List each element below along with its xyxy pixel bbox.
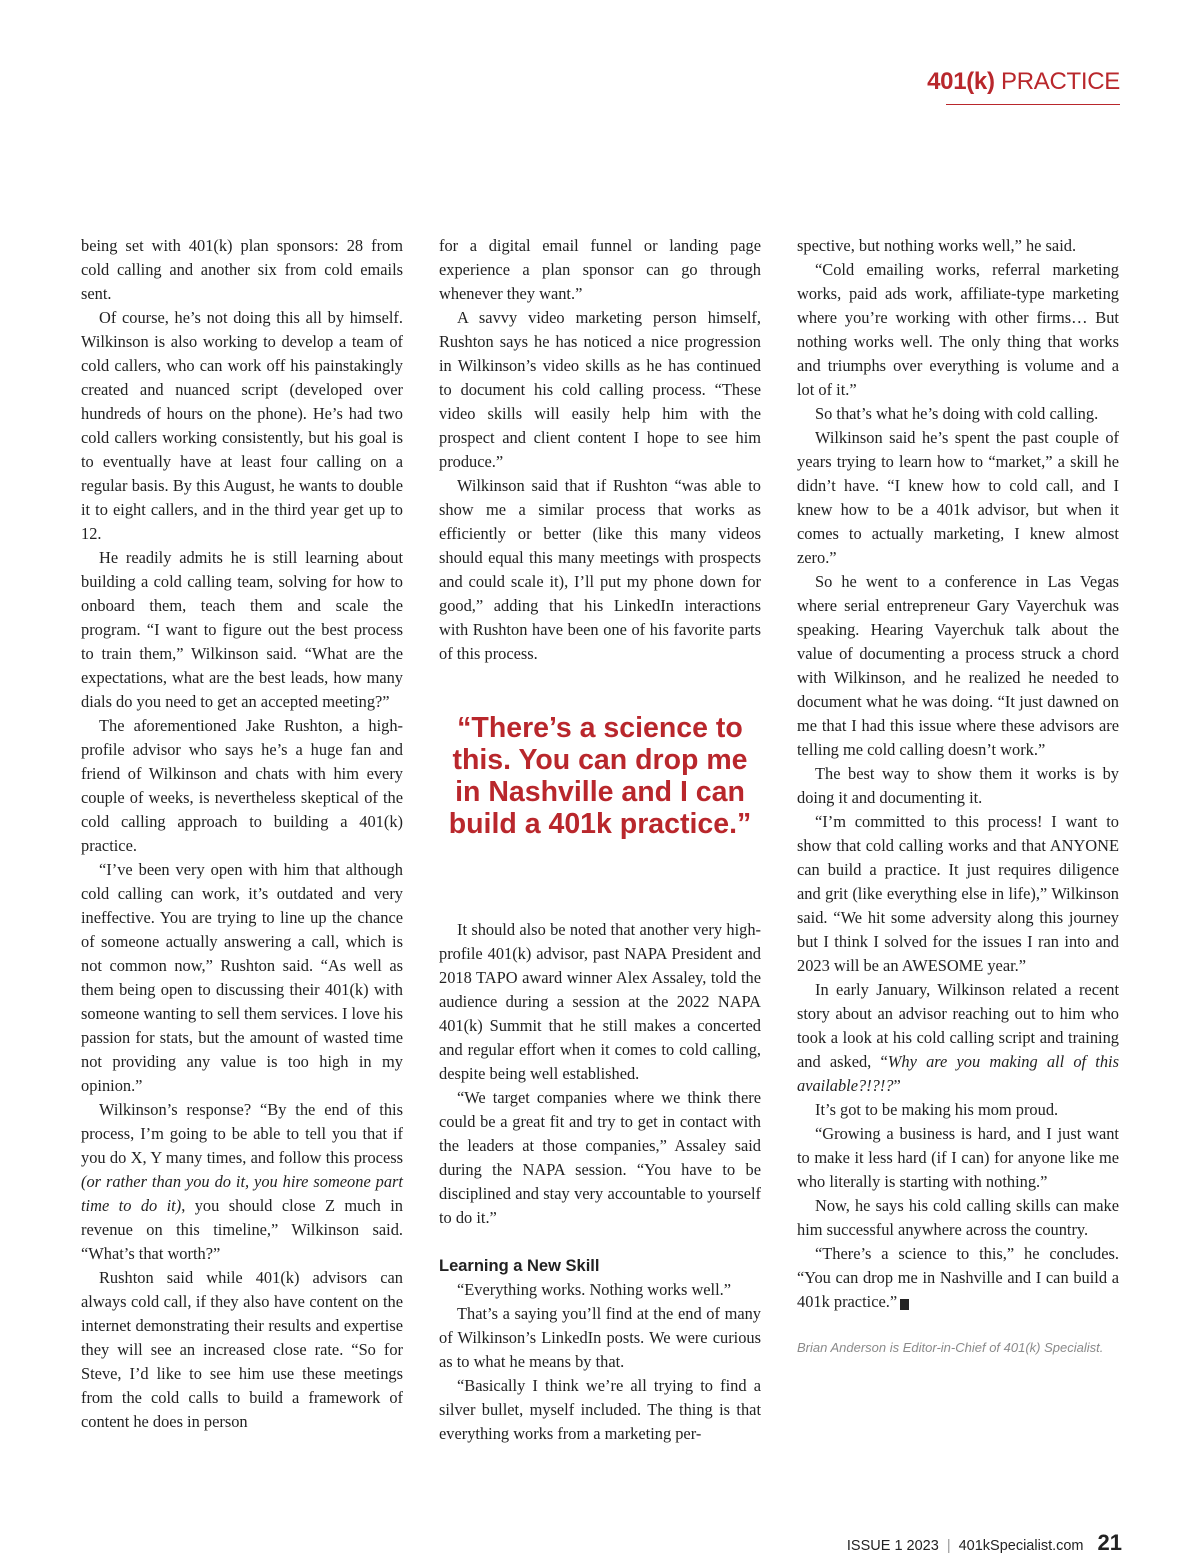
paragraph: A savvy video marketing person himself, Rushton says he has noticed a nice progression in Wilkinson’s video skills as he has continued to document his cold calling process. “These video skills will easily help him with the prospect and client content I hope to see him produce.”: [439, 308, 761, 471]
paragraph: [797, 978, 1119, 1098]
paragraph: So he went to a conference in Las Vegas where serial entrepreneur Gary Vayerchuk was speaking. Hearing Vayerchuk talk about the value of documenting a process struck a chord with Wilkinson, and he realized he needed to document what he was doing. “It just dawned on me that I had this issue where these advisors are telling me cold calling doesn’t work.”: [797, 572, 1119, 759]
paragraph-text: ”: [893, 1076, 901, 1095]
section-label-light: PRACTICE: [1001, 68, 1120, 95]
pull-quote: “There’s a science to this. You can drop me in Nashville and I can build a 401k practice.”: [448, 712, 752, 840]
author-byline: Brian Anderson is Editor-in-Chief of 401(k) Specialist.: [797, 1340, 1104, 1355]
paragraph: “Everything works. Nothing works well.”: [457, 1280, 732, 1299]
footer-separator: |: [946, 1538, 951, 1554]
page-number: 21: [1097, 1530, 1122, 1555]
section-label-bold: 401(k): [927, 68, 995, 95]
section-label: [927, 68, 1120, 96]
paragraph: “We target companies where we think there could be a great fit and try to get in contact with the leaders at those companies,” Assaley said during the NAPA session. “You have to be disciplined and stay very accountable to yourself to do it.”: [439, 1088, 761, 1227]
paragraph: [797, 1242, 1119, 1314]
paragraph: being set with 401(k) plan sponsors: 28 from cold calling and another six from cold emails sent.: [81, 236, 403, 303]
spacer: [439, 840, 761, 918]
paragraph: The aforementioned Jake Rushton, a high-profile advisor who says he’s a huge fan and friend of Wilkinson and chats with him every couple of weeks, is nevertheless skeptical of the cold calling approach to building a 401(k) practice.: [81, 716, 403, 855]
paragraph: “Growing a business is hard, and I just want to make it less hard (if I can) for anyone like me who literally is starting with nothing.”: [797, 1124, 1119, 1191]
paragraph-italic-text: (or rather than you do it, you hire someone part time to do it): [81, 1172, 403, 1215]
section-subheading: Learning a New Skill: [439, 1257, 600, 1275]
paragraph: “I’m committed to this process! I want to show that cold calling works and that ANYONE can build a practice. It just requires diligence and grit (like everything else in life),” Wilkinson said. “We hit some adversity along this journey but I think I solved for the issues I ran into and 2023 will be an AWESOME year.”: [797, 812, 1119, 975]
paragraph: The best way to show them it works is by doing it and documenting it.: [797, 764, 1119, 807]
paragraph: It’s got to be making his mom proud.: [815, 1100, 1059, 1119]
paragraph: That’s a saying you’ll find at the end of many of Wilkinson’s LinkedIn posts. We were curious as to what he means by that.: [439, 1304, 761, 1371]
article-column-3: [797, 234, 1119, 1358]
paragraph: Now, he says his cold calling skills can make him successful anywhere across the country.: [797, 1196, 1119, 1239]
paragraph: Rushton said while 401(k) advisors can always cold call, if they also have content on the internet demonstrating their results and expertise they will see an increased close rate. “So for Steve, I’d like to see him use these meetings from the cold calls to build a framework of content he does in person: [81, 1268, 403, 1431]
end-of-article-icon: K: [900, 1299, 909, 1310]
article-column-1: [81, 234, 403, 1434]
paragraph: “Basically I think we’re all trying to find a silver bullet, myself included. The thing is that everything works from a marketing per-: [439, 1376, 761, 1443]
paragraph: Wilkinson said he’s spent the past couple of years trying to learn how to “market,” a skill he didn’t have. “I knew how to cold call, and I knew how to be a 401k advisor, but when it comes to actually marketing, I knew almost zero.”: [797, 428, 1119, 567]
paragraph: [81, 1098, 403, 1266]
paragraph-text: , you should close Z much in revenue on this timeline,” Wilkinson said. “What’s that worth?”: [81, 1196, 403, 1263]
section-rule: [946, 104, 1120, 105]
paragraph: “I’ve been very open with him that although cold calling can work, it’s outdated and very ineffective. You are trying to line up the chance of someone actually answering a call, which is not common now,” Rushton said. “As well as them being open to discussing their 401(k) with someone wanting to sell them services. I love his passion for stats, but the amount of wasted time not providing any value is too high in my opinion.”: [81, 860, 403, 1095]
paragraph: So that’s what he’s doing with cold calling.: [815, 404, 1099, 423]
paragraph: He readily admits he is still learning about building a cold calling team, solving for how to onboard them, teach them and scale the program. “I want to figure out the best process to train them,” Wilkinson said. “What are the expectations, what are the best leads, how many dials do you need to get an accepted meeting?”: [81, 548, 403, 711]
paragraph: for a digital email funnel or landing page experience a plan sponsor can go through whenever they want.”: [439, 236, 761, 303]
paragraph-text: “There’s a science to this,” he concludes. “You can drop me in Nashville and I can build a 401k practice.”: [797, 1244, 1119, 1311]
paragraph: Wilkinson said that if Rushton “was able to show me a similar process that works as efficiently or better (like this many videos should equal this many meetings with prospects and could scale it), I’ll put my phone down for good,” adding that his LinkedIn interactions with Rushton have been one of his favorite parts of this process.: [439, 476, 761, 663]
issue-label: ISSUE 1 2023: [846, 1538, 939, 1554]
website-label: 401kSpecialist.com: [958, 1538, 1084, 1554]
paragraph-text: Wilkinson’s response? “By the end of this process, I’m going to be able to tell you that if you do X, Y many times, and follow this process: [81, 1100, 403, 1167]
paragraph: Of course, he’s not doing this all by himself. Wilkinson is also working to develop a team of cold callers, who can work off his painstakingly created and nuanced script (developed over hundreds of hours on the phone). He’s had two cold callers working consistently, but his goal is to eventually have at least four calling on a regular basis. By this August, he wants to double it to eight callers, and in the third year get up to 12.: [81, 308, 403, 543]
paragraph: “Cold emailing works, referral marketing works, paid ads work, affiliate-type marketing where you’re working with other firms… But nothing works well. The only thing that works and triumphs over everything is volume and a lot of it.”: [797, 260, 1119, 399]
page-footer: [847, 1530, 1122, 1556]
paragraph: It should also be noted that another very high-profile 401(k) advisor, past NAPA President and 2018 TAPO award winner Alex Assaley, told the audience during a session at the 2022 NAPA 401(k) Summit that he still makes a concerted and regular effort when it comes to cold calling, despite being well established.: [439, 920, 761, 1083]
paragraph-text: In early January, Wilkinson related a recent story about an advisor reaching out to him who took a look at his cold calling script and training and asked, “: [797, 980, 1119, 1071]
article-column-2: [439, 234, 761, 1446]
paragraph: spective, but nothing works well,” he said.: [797, 236, 1077, 255]
paragraph-italic-text: Why are you making all of this available?!?!?: [797, 1052, 1119, 1095]
